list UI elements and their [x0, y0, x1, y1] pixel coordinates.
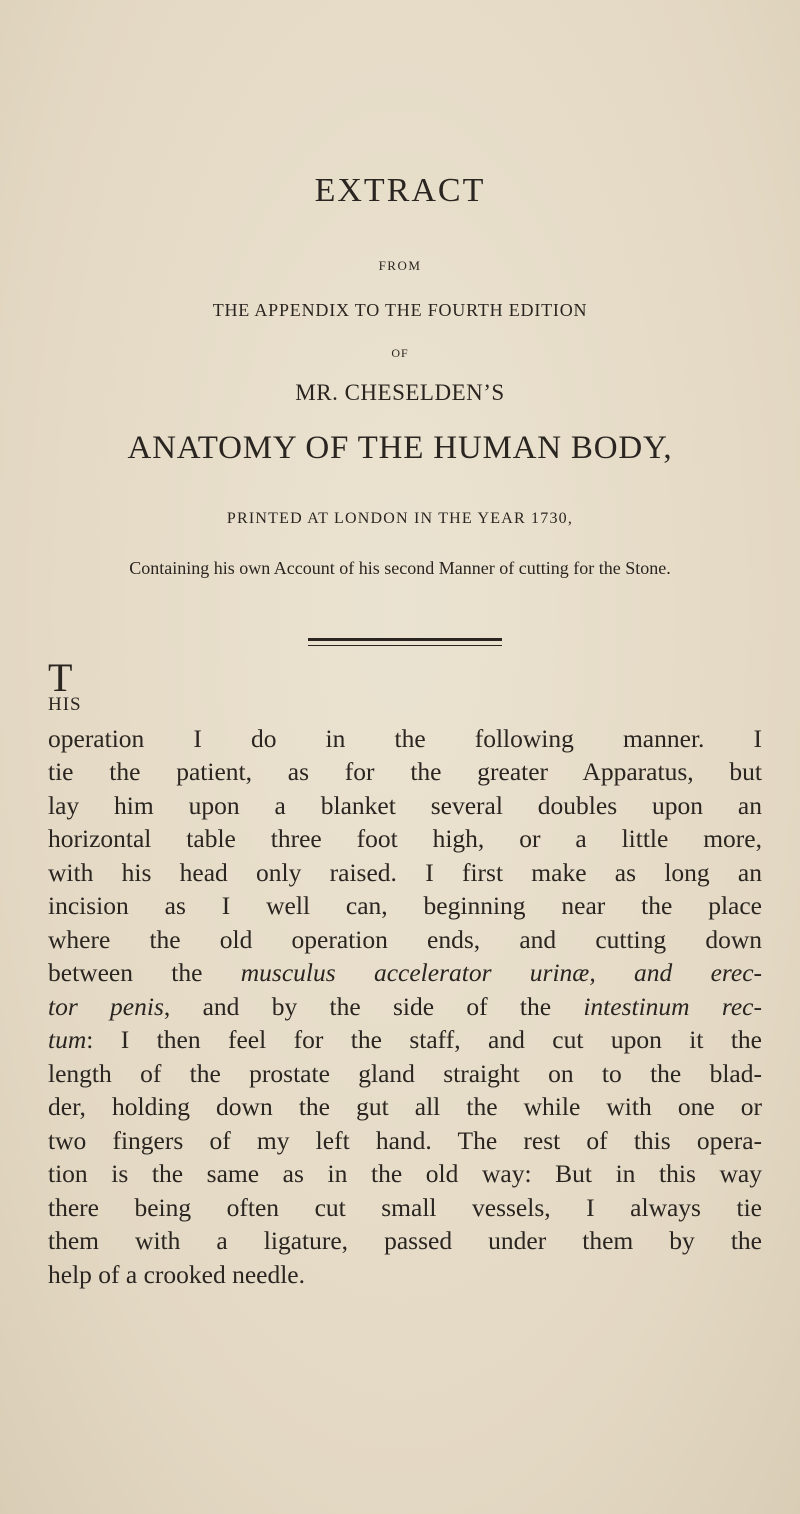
italic-intestinum: intestinum rec-	[583, 991, 762, 1021]
body-line-17: help of a crooked needle.	[48, 1259, 306, 1289]
work-title: ANATOMY OF THE HUMAN BODY,	[127, 430, 673, 466]
body-line-5: with his head only raised. I first make as long an	[48, 857, 762, 887]
label-of: OF	[391, 346, 409, 360]
subtitle-containing: Containing his own Account of his second Manner of cutting for the Stone.	[129, 558, 671, 578]
body-line-9: tor penis, and by the side of the intestinum rec-	[48, 991, 762, 1021]
body-line-4: horizontal table three foot high, or a little more,	[48, 824, 762, 853]
body-line-10: tum: I then feel for the staff, and cut upon it the	[48, 1025, 762, 1054]
body-line-6: incision as I well can, beginning near the place	[48, 891, 762, 920]
title-extract: EXTRACT	[314, 172, 486, 209]
italic-muscle: musculus accelerator urinæ	[240, 958, 590, 987]
body-text	[48, 655, 763, 1291]
label-from: FROM	[378, 258, 422, 273]
divider-rule	[308, 638, 502, 646]
body-line-3: lay him upon a blanket several doubles upon an	[48, 790, 762, 820]
italic-tor-penis: tor penis	[48, 991, 164, 1021]
body-line-1: T HIS operation I do in the following manner. I	[48, 655, 762, 753]
italic-erec: erec-	[710, 958, 763, 987]
imprint-line: PRINTED AT LONDON IN THE YEAR 1730,	[226, 510, 574, 527]
body-line-14: tion is the same as in the old way: But in this way	[48, 1159, 762, 1188]
body-line-2: tie the patient, as for the greater Apparatus, but	[48, 757, 762, 786]
body-line-15: there being often cut small vessels, I always tie	[48, 1192, 762, 1222]
body-line-7: where the old operation ends, and cutting down	[48, 924, 762, 954]
body-line-8: between the musculus accelerator urinæ, and erec-	[48, 958, 763, 987]
appendix-line: THE APPENDIX TO THE FOURTH EDITION	[212, 300, 588, 320]
italic-tum: tum	[48, 1025, 87, 1054]
body-line-16: them with a ligature, passed under them by the	[48, 1226, 762, 1255]
drop-initial: T	[48, 655, 73, 700]
author-line: MR. CHESELDEN’S	[295, 380, 505, 405]
body-line-12: der, holding down the gut all the while with one or	[48, 1092, 762, 1121]
body-line-11: length of the prostate gland straight on to the blad-	[48, 1058, 762, 1088]
small-caps-word: HIS	[48, 694, 82, 715]
body-line-13: two fingers of my left hand. The rest of this opera-	[48, 1125, 762, 1155]
